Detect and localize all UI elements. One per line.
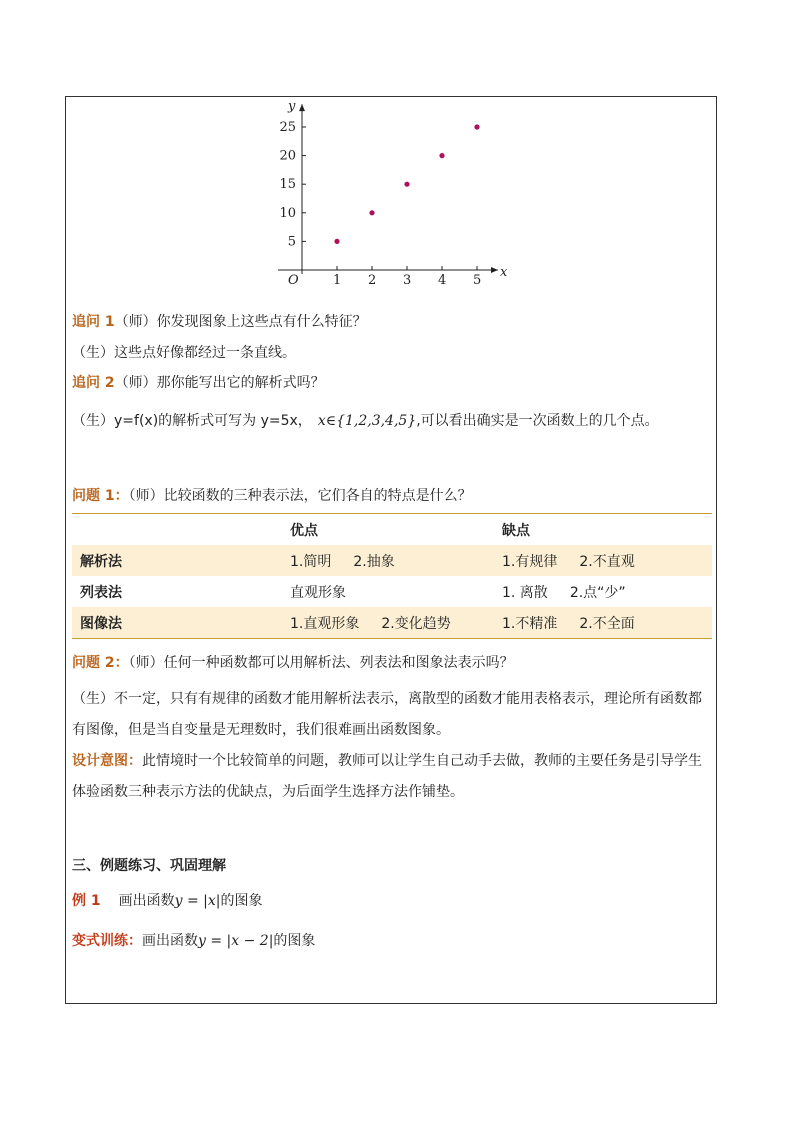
row-cons: [494, 545, 712, 576]
row-name: 解析法: [72, 545, 282, 576]
cons-item: 2.不全面: [579, 615, 635, 632]
y-tick-label: 10: [279, 205, 296, 221]
data-point: [334, 239, 339, 244]
problem-1-text: （师）比较函数的三种表示法，它们各自的特点是什么？: [128, 488, 472, 504]
answer-2-math: x∈{1,2,3,4,5}: [317, 413, 417, 429]
pros-item: 1.简明: [290, 553, 332, 570]
comparison-table: [72, 513, 712, 639]
followup-2-text: （师）那你能写出它的解析式吗？: [114, 375, 325, 391]
x-tick-label: 1: [333, 273, 342, 288]
design-intent: [72, 746, 712, 808]
table-header-row: [72, 514, 712, 546]
x-tick-label: 5: [473, 273, 482, 288]
x-axis-arrow: [491, 267, 498, 273]
origin-label: O: [288, 273, 299, 288]
table-row: [72, 607, 712, 639]
table-header-cons: 缺点: [502, 522, 530, 539]
data-point: [404, 182, 409, 187]
row-pros: [282, 607, 494, 639]
x-tick-label: 4: [438, 273, 447, 288]
answer-2-pre: （生）y=f(x)的解析式可写为 y=5x，: [72, 413, 312, 429]
variant-training-post: 的图象: [273, 933, 316, 949]
row-cons: [494, 576, 712, 607]
pros-item: 直观形象: [290, 584, 346, 601]
cons-item: 1.有规律: [502, 553, 558, 570]
pros-item: 2.变化趋势: [381, 615, 451, 632]
x-tick-label: 2: [368, 273, 377, 288]
y-axis-arrow: [299, 104, 305, 111]
answer-2-post: ,可以看出确实是一次函数上的几个点。: [416, 413, 659, 429]
section-3-title: 三、例题练习、巩固理解: [72, 858, 226, 874]
followup-1: [72, 312, 367, 332]
variant-training-label: 变式训练：: [72, 933, 142, 949]
answer-2: [72, 411, 659, 431]
pros-item: 1.直观形象: [290, 615, 360, 632]
variant-training-math: y = |x − 2|: [198, 933, 274, 949]
example-1-label: 例 1: [72, 893, 101, 909]
cons-item: 2.不直观: [579, 553, 635, 570]
x-axis-label: x: [500, 265, 508, 280]
row-name: 图像法: [72, 607, 282, 639]
example-1-math: y = |x|: [174, 893, 221, 909]
design-intent-text: 此情境时一个比较简单的问题，教师可以让学生自己动手去做，教师的主要任务是引导学生体验函数三种表示方法的优缺点，为后面学生选择方法作铺垫。: [72, 753, 702, 800]
row-pros: [282, 576, 494, 607]
problem-2-label: 问题 2：: [72, 655, 129, 671]
example-1: [72, 891, 263, 911]
pros-item: 2.抽象: [353, 553, 395, 570]
y-tick-label: 25: [279, 120, 296, 135]
y-axis-label: y: [288, 99, 296, 115]
row-cons: [494, 607, 712, 639]
variant-training-pre: 画出函数: [142, 933, 198, 949]
answer-3: （生）不一定，只有有规律的函数才能用解析法表示，离散型的函数才能用表格表示，理论所有函数都有图像，但是当自变量是无理数时，我们很难画出函数图象。: [72, 691, 702, 738]
data-point: [439, 153, 444, 158]
row-pros: [282, 545, 494, 576]
problem-2-text: （师）任何一种函数都可以用解析法、列表法和图象法表示吗？: [128, 655, 514, 671]
problem-1: [72, 486, 472, 506]
variant-training: [72, 931, 315, 951]
example-1-pre: 画出函数: [118, 893, 175, 909]
scatter-chart: [272, 94, 508, 290]
cons-item: 1. 离散: [502, 584, 548, 601]
cons-item: 2.点“少”: [569, 584, 626, 601]
followup-2-label: 追问 2: [72, 375, 115, 391]
y-tick-label: 5: [287, 234, 296, 250]
table-header-pros: 优点: [290, 522, 318, 539]
followup-1-text: （师）你发现图象上这些点有什么特征？: [114, 314, 367, 330]
table-header-empty: [72, 514, 282, 546]
table-row: [72, 545, 712, 576]
data-point: [474, 124, 479, 129]
row-name: 列表法: [80, 584, 122, 601]
table-row: [72, 576, 712, 607]
followup-1-label: 追问 1: [72, 314, 115, 330]
followup-2: [72, 373, 325, 393]
x-tick-label: 3: [403, 273, 412, 288]
y-tick-label: 15: [279, 177, 296, 193]
problem-1-label: 问题 1：: [72, 488, 129, 504]
cons-item: 1.不精准: [502, 615, 558, 632]
example-1-post: 的图象: [220, 893, 263, 909]
y-tick-label: 20: [279, 148, 296, 164]
design-intent-label: 设计意图：: [72, 753, 142, 769]
problem-2: [72, 653, 514, 673]
data-point: [369, 210, 374, 215]
answer-1: （生）这些点好像都经过一条直线。: [72, 345, 296, 361]
